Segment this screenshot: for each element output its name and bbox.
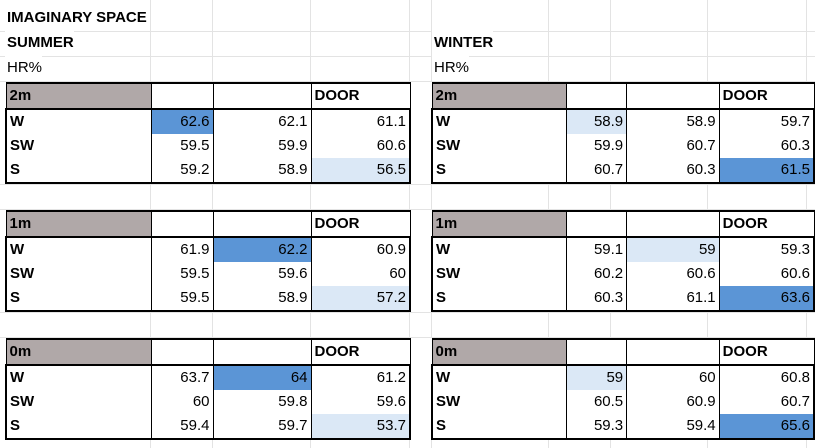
value-cell[interactable]: 60.6 — [311, 134, 410, 158]
table-row — [6, 262, 410, 286]
value-cell[interactable]: 53.7 — [311, 414, 410, 439]
value-cell[interactable]: 61.9 — [151, 237, 213, 262]
value-cell[interactable]: 59.2 — [151, 158, 213, 183]
empty-cell[interactable] — [567, 339, 627, 365]
row-label[interactable]: SW — [6, 134, 151, 158]
value-cell[interactable]: 58.9 — [213, 158, 311, 183]
empty-cell[interactable] — [627, 339, 720, 365]
door-label[interactable]: DOOR — [719, 339, 814, 365]
empty-cell[interactable] — [567, 211, 627, 237]
value-cell[interactable]: 63.7 — [151, 365, 213, 390]
row-label[interactable]: W — [432, 237, 567, 262]
row-label[interactable]: S — [432, 286, 567, 311]
value-cell[interactable]: 65.6 — [719, 414, 814, 439]
row-label[interactable]: W — [432, 109, 567, 134]
row-label[interactable]: SW — [432, 262, 567, 286]
value-cell[interactable]: 60.3 — [719, 134, 814, 158]
empty-cell[interactable] — [213, 83, 311, 109]
table-row — [432, 286, 814, 311]
value-cell[interactable]: 59.1 — [567, 237, 627, 262]
door-label[interactable]: DOOR — [311, 339, 410, 365]
sheet-gridline — [0, 184, 815, 185]
value-cell[interactable]: 58.9 — [627, 109, 720, 134]
row-label[interactable]: W — [6, 365, 151, 390]
table-row — [6, 158, 410, 183]
value-cell[interactable]: 59.3 — [567, 414, 627, 439]
value-cell[interactable]: 60.2 — [567, 262, 627, 286]
value-cell[interactable]: 59.7 — [719, 109, 814, 134]
empty-cell[interactable] — [627, 211, 720, 237]
value-cell[interactable]: 60.6 — [719, 262, 814, 286]
value-cell[interactable]: 60.9 — [627, 390, 720, 414]
table-header-row — [6, 339, 410, 365]
table-row — [432, 158, 814, 183]
season-title-winter: WINTER — [432, 31, 493, 55]
empty-cell[interactable] — [151, 211, 213, 237]
door-label[interactable]: DOOR — [719, 83, 814, 109]
height-label[interactable]: 1m — [6, 211, 151, 237]
value-cell[interactable]: 56.5 — [311, 158, 410, 183]
row-label[interactable]: SW — [6, 390, 151, 414]
table-row — [432, 414, 814, 439]
value-cell[interactable]: 60.6 — [627, 262, 720, 286]
hr-table-winter-2m — [431, 82, 815, 184]
hr-table-summer-0m — [5, 338, 411, 440]
table-row — [6, 390, 410, 414]
value-cell[interactable]: 59.4 — [151, 414, 213, 439]
value-cell[interactable]: 60.9 — [311, 237, 410, 262]
sheet-gridline — [0, 312, 815, 313]
value-cell[interactable]: 59.3 — [719, 237, 814, 262]
value-cell[interactable]: 61.5 — [719, 158, 814, 183]
table-row — [432, 262, 814, 286]
table-row — [432, 390, 814, 414]
value-cell[interactable]: 64 — [213, 365, 311, 390]
value-cell[interactable]: 60.8 — [719, 365, 814, 390]
value-cell[interactable]: 59.9 — [213, 134, 311, 158]
table-row — [6, 414, 410, 439]
door-label[interactable]: DOOR — [311, 83, 410, 109]
sheet-gridline — [0, 56, 815, 57]
value-cell[interactable]: 60.3 — [627, 158, 720, 183]
hr-table-summer-1m — [5, 210, 411, 312]
value-cell[interactable]: 58.9 — [567, 109, 627, 134]
row-label[interactable]: SW — [6, 262, 151, 286]
value-cell[interactable]: 59.6 — [213, 262, 311, 286]
value-cell[interactable]: 59.5 — [151, 134, 213, 158]
unit-label-summer: HR% — [5, 56, 42, 80]
value-cell[interactable]: 63.6 — [719, 286, 814, 311]
row-label[interactable]: S — [6, 158, 151, 183]
value-cell[interactable]: 59.5 — [151, 262, 213, 286]
row-label[interactable]: SW — [432, 390, 567, 414]
table-row — [432, 365, 814, 390]
value-cell[interactable]: 61.1 — [311, 109, 410, 134]
value-cell[interactable]: 59 — [567, 365, 627, 390]
table-row — [6, 365, 410, 390]
row-label[interactable]: S — [432, 414, 567, 439]
row-label[interactable]: S — [432, 158, 567, 183]
value-cell[interactable]: 60.3 — [567, 286, 627, 311]
value-cell[interactable]: 60 — [151, 390, 213, 414]
table-row — [432, 134, 814, 158]
door-label[interactable]: DOOR — [311, 211, 410, 237]
value-cell[interactable]: 59.8 — [213, 390, 311, 414]
table-row — [432, 109, 814, 134]
value-cell[interactable]: 60.7 — [719, 390, 814, 414]
table-row — [6, 286, 410, 311]
table-header-row — [6, 211, 410, 237]
value-cell[interactable]: 60 — [311, 262, 410, 286]
value-cell[interactable]: 57.2 — [311, 286, 410, 311]
row-label[interactable]: W — [6, 237, 151, 262]
empty-cell[interactable] — [567, 83, 627, 109]
value-cell[interactable]: 62.6 — [151, 109, 213, 134]
value-cell[interactable]: 59.9 — [567, 134, 627, 158]
value-cell[interactable]: 60.5 — [567, 390, 627, 414]
value-cell[interactable]: 59.5 — [151, 286, 213, 311]
table-row — [6, 134, 410, 158]
value-cell[interactable]: 62.2 — [213, 237, 311, 262]
value-cell[interactable]: 59.6 — [311, 390, 410, 414]
hr-table-winter-1m — [431, 210, 815, 312]
value-cell[interactable]: 61.2 — [311, 365, 410, 390]
height-label[interactable]: 0m — [432, 339, 567, 365]
value-cell[interactable]: 60 — [627, 365, 720, 390]
table-row — [6, 237, 410, 262]
hr-table-winter-0m — [431, 338, 815, 440]
sheet-title: IMAGINARY SPACE — [5, 6, 147, 30]
height-label[interactable]: 0m — [6, 339, 151, 365]
season-title-summer: SUMMER — [5, 31, 74, 55]
empty-cell[interactable] — [627, 83, 720, 109]
row-label[interactable]: W — [6, 109, 151, 134]
height-label[interactable]: 2m — [432, 83, 567, 109]
sheet-gridline — [0, 31, 815, 32]
row-label[interactable]: S — [6, 286, 151, 311]
value-cell[interactable]: 61.1 — [627, 286, 720, 311]
door-label[interactable]: DOOR — [719, 211, 814, 237]
table-header-row — [6, 83, 410, 109]
height-label[interactable]: 2m — [6, 83, 151, 109]
empty-cell[interactable] — [213, 211, 311, 237]
value-cell[interactable]: 59.4 — [627, 414, 720, 439]
height-label[interactable]: 1m — [432, 211, 567, 237]
table-row — [6, 109, 410, 134]
table-header-row — [432, 83, 814, 109]
table-header-row — [432, 339, 814, 365]
table-header-row — [432, 211, 814, 237]
empty-cell[interactable] — [213, 339, 311, 365]
row-label[interactable]: W — [432, 365, 567, 390]
value-cell[interactable]: 62.1 — [213, 109, 311, 134]
row-label[interactable]: S — [6, 414, 151, 439]
value-cell[interactable]: 59.7 — [213, 414, 311, 439]
value-cell[interactable]: 59 — [627, 237, 720, 262]
unit-label-winter: HR% — [432, 56, 469, 80]
empty-cell[interactable] — [151, 83, 213, 109]
hr-table-summer-2m — [5, 82, 411, 184]
empty-cell[interactable] — [151, 339, 213, 365]
row-label[interactable]: SW — [432, 134, 567, 158]
value-cell[interactable]: 60.7 — [567, 158, 627, 183]
value-cell[interactable]: 60.7 — [627, 134, 720, 158]
table-row — [432, 237, 814, 262]
value-cell[interactable]: 58.9 — [213, 286, 311, 311]
